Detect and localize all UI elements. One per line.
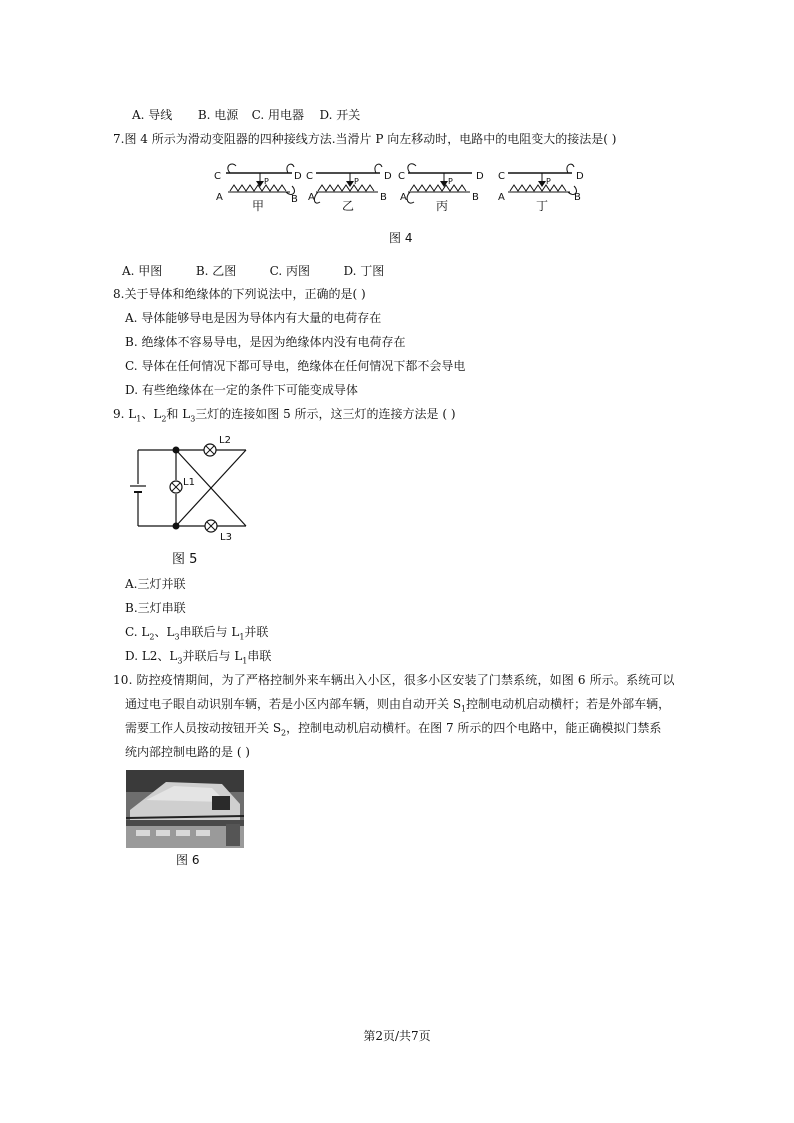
bing-label-c: C xyxy=(398,171,405,182)
q7-stem: 7.图 4 所示为滑动变阻器的四种接线方法.当滑片 P 向左移动时，电路中的电阻变大的接法是( ) xyxy=(113,132,617,146)
bing-label-b: B xyxy=(472,192,479,203)
rheostat-panel-jia xyxy=(214,164,302,213)
q8-option-c: C. 导体在任何情况下都可导电，绝缘体在任何情况下都不会导电 xyxy=(125,359,466,373)
jia-label-b: B xyxy=(291,194,298,205)
yi-label-b: B xyxy=(380,192,387,203)
q8-stem: 8.关于导体和绝缘体的下列说法中，正确的是( ) xyxy=(113,287,366,301)
q8-option-d: D. 有些绝缘体在一定的条件下可能变成导体 xyxy=(125,383,358,397)
q10-line-4: 统内部控制电路的是 ( ) xyxy=(125,745,250,759)
q7-option-d: D. 丁图 xyxy=(343,264,385,278)
bing-label-d: D xyxy=(476,171,484,182)
q9-option-b: B.三灯串联 xyxy=(125,601,186,615)
jia-name: 甲 xyxy=(252,199,265,213)
label-l2: L2 xyxy=(219,435,231,446)
figure-5-caption: 图 5 xyxy=(172,552,198,567)
q6-option-b: B. 电源 xyxy=(197,108,239,122)
bing-label-p: P xyxy=(448,177,453,186)
q7-figure-rheostats xyxy=(0,158,794,218)
ding-label-p: P xyxy=(546,177,551,186)
yi-label-d: D xyxy=(384,171,392,182)
q8-option-b: B. 绝缘体不容易导电，是因为绝缘体内没有电荷存在 xyxy=(125,335,406,349)
figure-6-photo xyxy=(126,770,244,848)
q10-line-2: 通过电子眼自动识别车辆，若是小区内部车辆，则由自动开关 $S_1$控制电动机启动横杆；若是外部车辆， xyxy=(125,697,671,714)
q9-figure-circuit xyxy=(0,432,794,542)
ding-label-b: B xyxy=(574,192,581,203)
rheostat-panel-yi xyxy=(306,164,392,213)
yi-label-a: A xyxy=(308,192,315,203)
ding-label-a: A xyxy=(498,192,505,203)
q8-option-a: A. 导体能够导电是因为导体内有大量的电荷存在 xyxy=(125,311,382,325)
jia-label-d: D xyxy=(294,171,302,182)
q9-option-d: D. L2、$L_3$并联后与 $L_1$串联 xyxy=(125,649,272,666)
rheostat-panel-ding xyxy=(498,164,584,213)
ding-name: 丁 xyxy=(536,199,549,213)
q6-option-a: A. 导线 xyxy=(132,108,173,122)
jia-label-c: C xyxy=(214,171,221,182)
jia-label-p: P xyxy=(264,177,269,186)
page-footer: 第2页/共7页 xyxy=(363,1029,431,1043)
q7-option-b: B. 乙图 xyxy=(195,264,237,278)
label-l1: L1 xyxy=(183,477,195,488)
jia-label-a: A xyxy=(216,192,223,203)
ding-label-d: D xyxy=(576,171,584,182)
q7-option-a: A. 甲图 xyxy=(122,264,163,278)
rheostat-panel-bing xyxy=(398,164,484,213)
q6-options xyxy=(132,107,360,123)
yi-label-c: C xyxy=(306,171,313,182)
figure-6-caption: 图 6 xyxy=(176,853,200,867)
q9-option-a: A.三灯并联 xyxy=(125,577,186,591)
ding-label-c: C xyxy=(498,171,505,182)
yi-label-p: P xyxy=(354,177,359,186)
bing-name: 丙 xyxy=(436,199,449,213)
q7-options xyxy=(122,263,384,279)
bing-label-a: A xyxy=(400,192,407,203)
label-l3: L3 xyxy=(220,532,232,543)
q6-option-d: D. 开关 xyxy=(319,108,361,122)
figure-4-caption: 图 4 xyxy=(389,231,413,245)
q10-line-1: 10. 防控疫情期间，为了严格控制外来车辆出入小区，很多小区安装了门禁系统，如图 6 所示。系统可以 xyxy=(113,673,675,687)
q9-option-c: C. $L_2$、$L_3$串联后与 $L_1$并联 xyxy=(125,625,269,642)
yi-name: 乙 xyxy=(342,199,355,213)
q10-line-3: 需要工作人员按动按钮开关 $S_2$，控制电动机启动横杆。在图 7 所示的四个电路中，能正确模拟门禁系 xyxy=(125,721,662,738)
q7-option-c: C. 丙图 xyxy=(269,264,311,278)
q9-stem: 9. $L_1$、$L_2$和 $L_3$三灯的连接如图 5 所示，这三灯的连接方法是 ( ) xyxy=(113,407,456,424)
q6-option-c: C. 用电器 xyxy=(251,108,305,122)
